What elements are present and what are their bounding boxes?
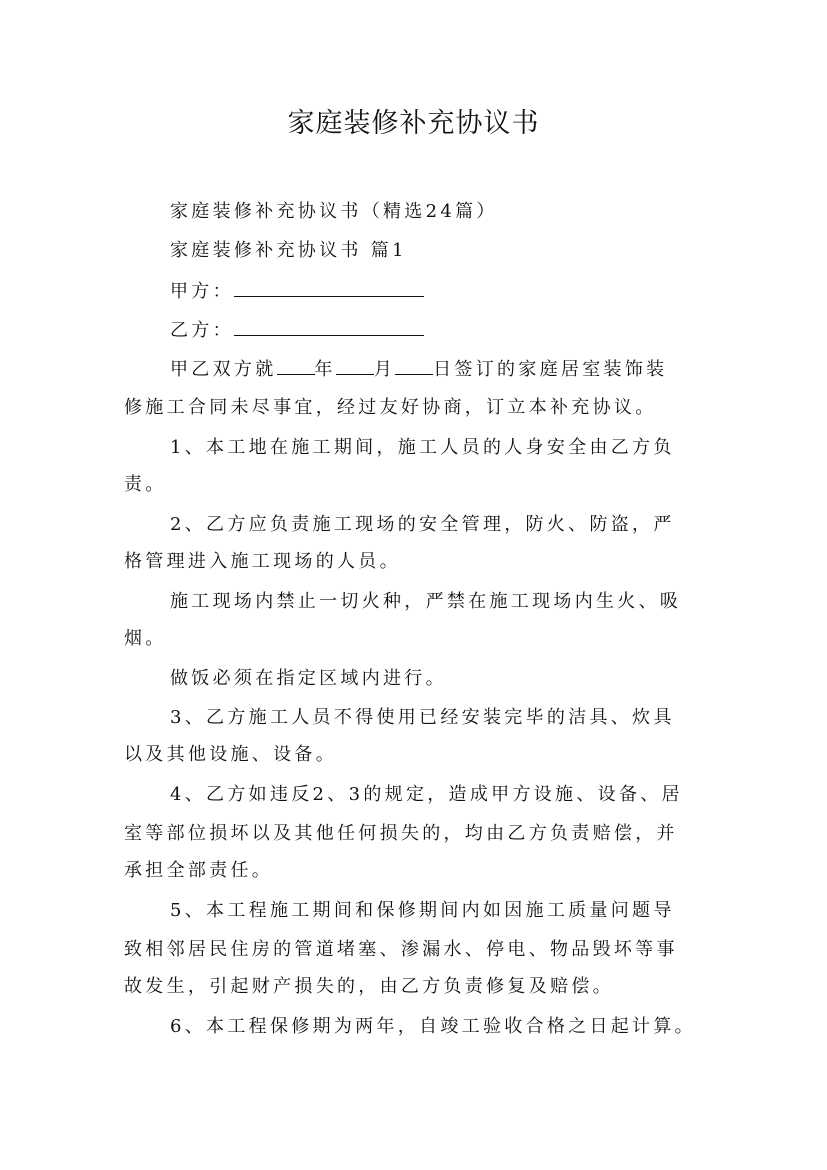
clause-6-line-1: 6、本工程保修期为两年，自竣工验收合格之日起计算。: [170, 1016, 696, 1037]
clause-4-line-1: 4、乙方如违反2、3的规定，造成甲方设施、设备、居: [170, 784, 683, 805]
party-a-line: [170, 278, 424, 305]
intro-line-1: [170, 356, 667, 383]
fire-rule-line-1: 施工现场内禁止一切火种，严禁在施工现场内生火、吸: [170, 591, 682, 612]
intro-year-label: 年: [314, 359, 336, 380]
clause-5-line-1: 5、本工程施工期间和保修期间内如因施工质量问题导: [170, 900, 675, 921]
document-subtitle: 家庭装修补充协议书（精选24篇）: [170, 201, 498, 222]
clause-5-line-2: 致相邻居民住房的管道堵塞、渗漏水、停电、物品毁坏等事: [124, 939, 678, 960]
clause-2-line-2: 格管理进入施工现场的人员。: [124, 551, 401, 572]
intro-text-rest: 日签订的家庭居室装饰装: [433, 359, 668, 380]
intro-text-start: 甲乙双方就: [170, 359, 277, 380]
clause-2-line-1: 2、乙方应负责施工现场的安全管理，防火、防盗，严: [170, 514, 675, 535]
clause-5-line-3: 故发生，引起财产损失的，由乙方负责修复及赔偿。: [124, 976, 614, 997]
day-blank: [395, 356, 433, 375]
clause-4-line-2: 室等部位损坏以及其他任何损失的，均由乙方负责赔偿，并: [124, 823, 678, 844]
month-blank: [336, 356, 374, 375]
document-title: 家庭装修补充协议书: [287, 108, 540, 139]
year-blank: [277, 356, 315, 375]
clause-3-line-2: 以及其他设施、设备。: [124, 744, 337, 765]
intro-month-label: 月: [373, 359, 396, 380]
clause-1-line-1: 1、本工地在施工期间，施工人员的人身安全由乙方负: [170, 437, 675, 458]
clause-3-line-1: 3、乙方施工人员不得使用已经安装完毕的洁具、炊具: [170, 707, 675, 728]
intro-line-2: 修施工合同未尽事宜，经过友好协商，订立本补充协议。: [124, 397, 657, 418]
section-heading: 家庭装修补充协议书 篇1: [170, 240, 407, 261]
party-b-blank: [234, 317, 424, 336]
clause-1-line-2: 责。: [124, 474, 167, 495]
fire-rule-line-2: 烟。: [124, 628, 167, 649]
party-b-line: [170, 317, 424, 344]
cooking-rule: 做饭必须在指定区域内进行。: [170, 668, 447, 689]
party-a-label: 甲方：: [170, 281, 234, 302]
party-a-blank: [234, 278, 424, 297]
clause-4-line-3: 承担全部责任。: [124, 860, 274, 881]
party-b-label: 乙方：: [170, 320, 234, 341]
